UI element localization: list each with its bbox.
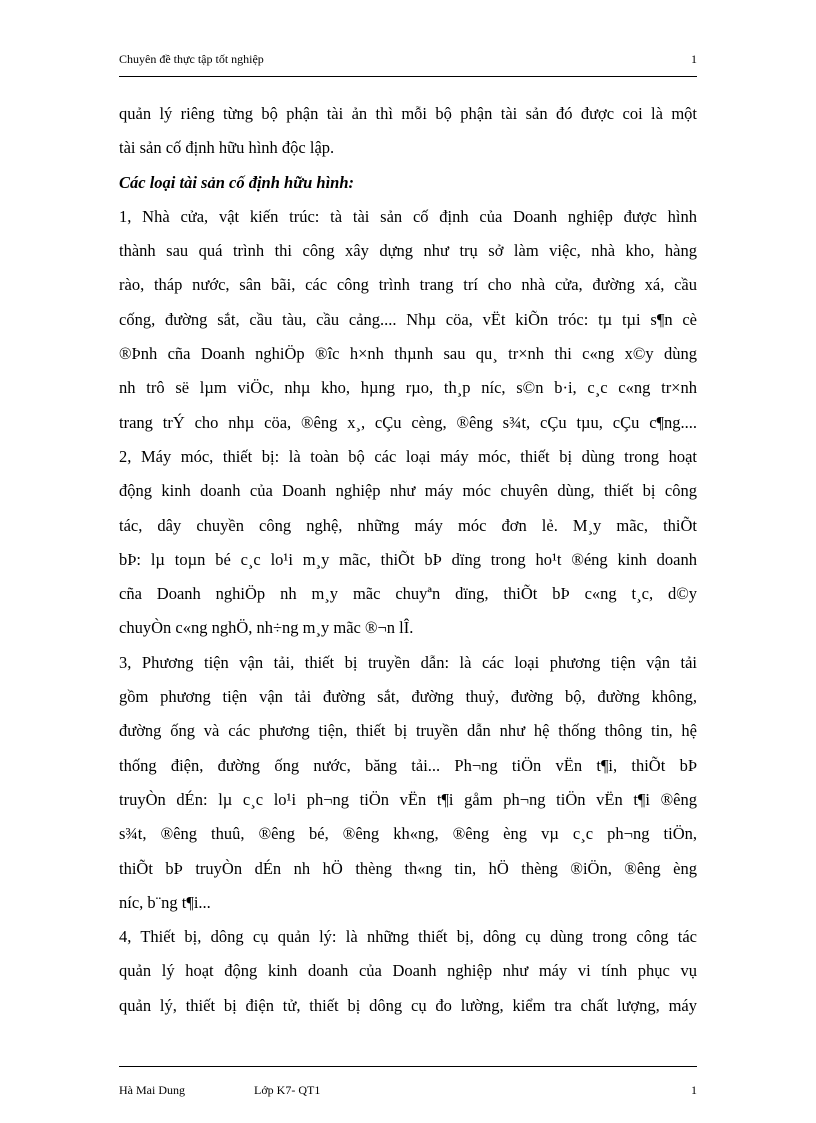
text-line: cña Doanh nghiÖp nh m¸y mãc chuyªn dïng, thiÕt bÞ c«ng t¸c, d©y <box>119 584 697 604</box>
header-rule <box>119 76 697 77</box>
text-line: thành sau quá trình thi công xây dựng như trụ sở làm việc, nhà kho, hàng <box>119 241 697 261</box>
text-line: níc, b¨ng t¶i... <box>119 892 211 912</box>
text-line: đường ống và các phương tiện, thiết bị truyền dẫn như hệ thống thông tin, hệ <box>119 721 697 741</box>
text-line: tài sản cố định hữu hình độc lập. <box>119 138 335 158</box>
text-line: bÞ: lµ toµn bé c¸c lo¹i m¸y mãc, thiÕt bÞ dïng trong ho¹t ®éng kinh doanh <box>119 549 697 569</box>
text-line: gồm phương tiện vận tải đường sắt, đường thuỷ, đường bộ, đường không, <box>119 687 697 707</box>
text-line: 2, Máy móc, thiết bị: là toàn bộ các loại máy móc, thiết bị dùng trong hoạt <box>119 446 697 466</box>
footer-author: Hà Mai Dung <box>119 1083 185 1097</box>
text-line: truyÒn dÉn: lµ c¸c lo¹i ph¬ng tiÖn vËn t¶i gåm ph¬ng tiÖn vËn t¶i ®êng <box>119 789 697 809</box>
footer-class: Lớp K7- QT1 <box>254 1083 321 1097</box>
text-line: ®Þnh cña Doanh nghiÖp ®îc h×nh thµnh sau qu¸ tr×nh thi c«ng x©y dùng <box>119 344 697 364</box>
text-line: tác, dây chuyền công nghệ, những máy móc đơn lẻ. M¸y mãc, thiÕt <box>119 515 697 535</box>
text-line: quản lý riêng từng bộ phận tài ản thì mỗi bộ phận tài sản đó được coi là một <box>119 104 697 123</box>
body-text <box>119 97 697 1023</box>
text-line: thiÕt bÞ truyÒn dÉn nh hÖ thèng th«ng tin, hÖ thèng ®iÖn, ®êng èng <box>119 858 697 878</box>
section-heading: Các loại tài sản cố định hữu hình: <box>119 172 354 192</box>
footer-page-number: 1 <box>691 1083 697 1097</box>
page-header <box>119 52 697 72</box>
text-line: động kinh doanh của Doanh nghiệp như máy móc chuyên dùng, thiết bị công <box>119 481 697 501</box>
text-line: chuyÒn c«ng nghÖ, nh÷ng m¸y mãc ®¬n lÎ. <box>119 618 414 638</box>
page-footer <box>119 1083 697 1103</box>
footer-rule <box>119 1066 697 1067</box>
header-title: Chuyên đề thực tập tốt nghiệp <box>119 52 264 66</box>
text-line: s¾t, ®êng thuû, ®êng bé, ®êng kh«ng, ®êng èng vµ c¸c ph¬ng tiÖn, <box>119 824 697 844</box>
text-line: 1, Nhà cửa, vật kiến trúc: tà tài sản cố định của Doanh nghiệp được hình <box>119 206 697 226</box>
text-line: nh trô së lµm viÖc, nhµ kho, hµng rµo, th¸p níc, s©n b·i, c¸c c«ng tr×nh <box>119 378 697 398</box>
text-line: cống, đường sắt, cầu tàu, cầu cảng.... Nhµ cöa, vËt kiÕn tróc: tµ tµi s¶n cè <box>119 309 697 329</box>
text-line: trang trÝ cho nhµ cöa, ®êng x¸, cÇu cèng, ®êng s¾t, cÇu tµu, cÇu c¶ng.... <box>119 412 697 432</box>
text-line: 3, Phương tiện vận tải, thiết bị truyền dẫn: là các loại phương tiện vận tải <box>119 652 697 672</box>
text-line: thống điện, đường ống nước, băng tải... Ph¬ng tiÖn vËn t¶i, thiÕt bÞ <box>119 755 697 775</box>
text-line: quản lý, thiết bị điện tử, thiết bị dông cụ đo lường, kiểm tra chất lượng, máy <box>119 995 697 1015</box>
header-page-number: 1 <box>691 52 697 66</box>
text-line: 4, Thiết bị, dông cụ quản lý: là những thiết bị, dông cụ dùng trong công tác <box>119 927 697 947</box>
text-line: quản lý hoạt động kinh doanh của Doanh nghiệp như máy vi tính phục vụ <box>119 961 697 981</box>
text-line: rào, tháp nước, sân bãi, các công trình trang trí cho nhà cửa, đường xá, cầu <box>119 275 697 295</box>
